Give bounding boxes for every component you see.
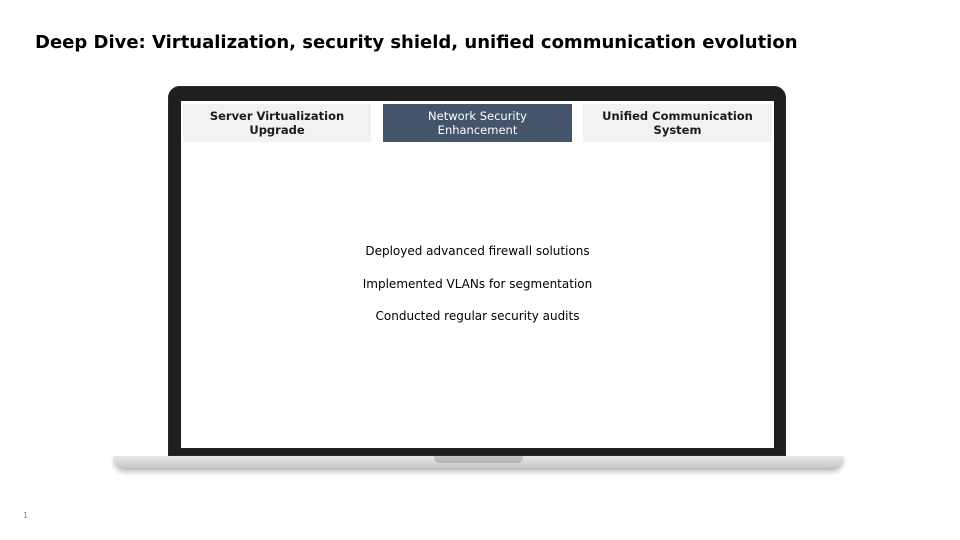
slide-title: Deep Dive: Virtualization, security shield, unified communication evolution bbox=[35, 32, 798, 53]
content-item: Implemented VLANs for segmentation bbox=[362, 276, 593, 291]
laptop-screen bbox=[181, 101, 774, 448]
tab-network-security-enhancement[interactable] bbox=[383, 104, 572, 142]
content-item: Deployed advanced firewall solutions bbox=[365, 244, 590, 258]
tab-bar bbox=[181, 104, 774, 142]
tab-content bbox=[181, 241, 774, 339]
tab-label: Server Virtualization Upgrade bbox=[209, 109, 345, 137]
content-item: Conducted regular security audits bbox=[375, 309, 580, 323]
page-number: 1 bbox=[23, 511, 29, 520]
tab-label: Network Security Enhancement bbox=[428, 109, 527, 137]
tab-unified-communication-system[interactable] bbox=[583, 104, 772, 142]
tab-server-virtualization-upgrade[interactable] bbox=[183, 104, 371, 142]
tab-label: Unified Communication System bbox=[602, 109, 753, 137]
laptop-notch bbox=[434, 456, 523, 463]
